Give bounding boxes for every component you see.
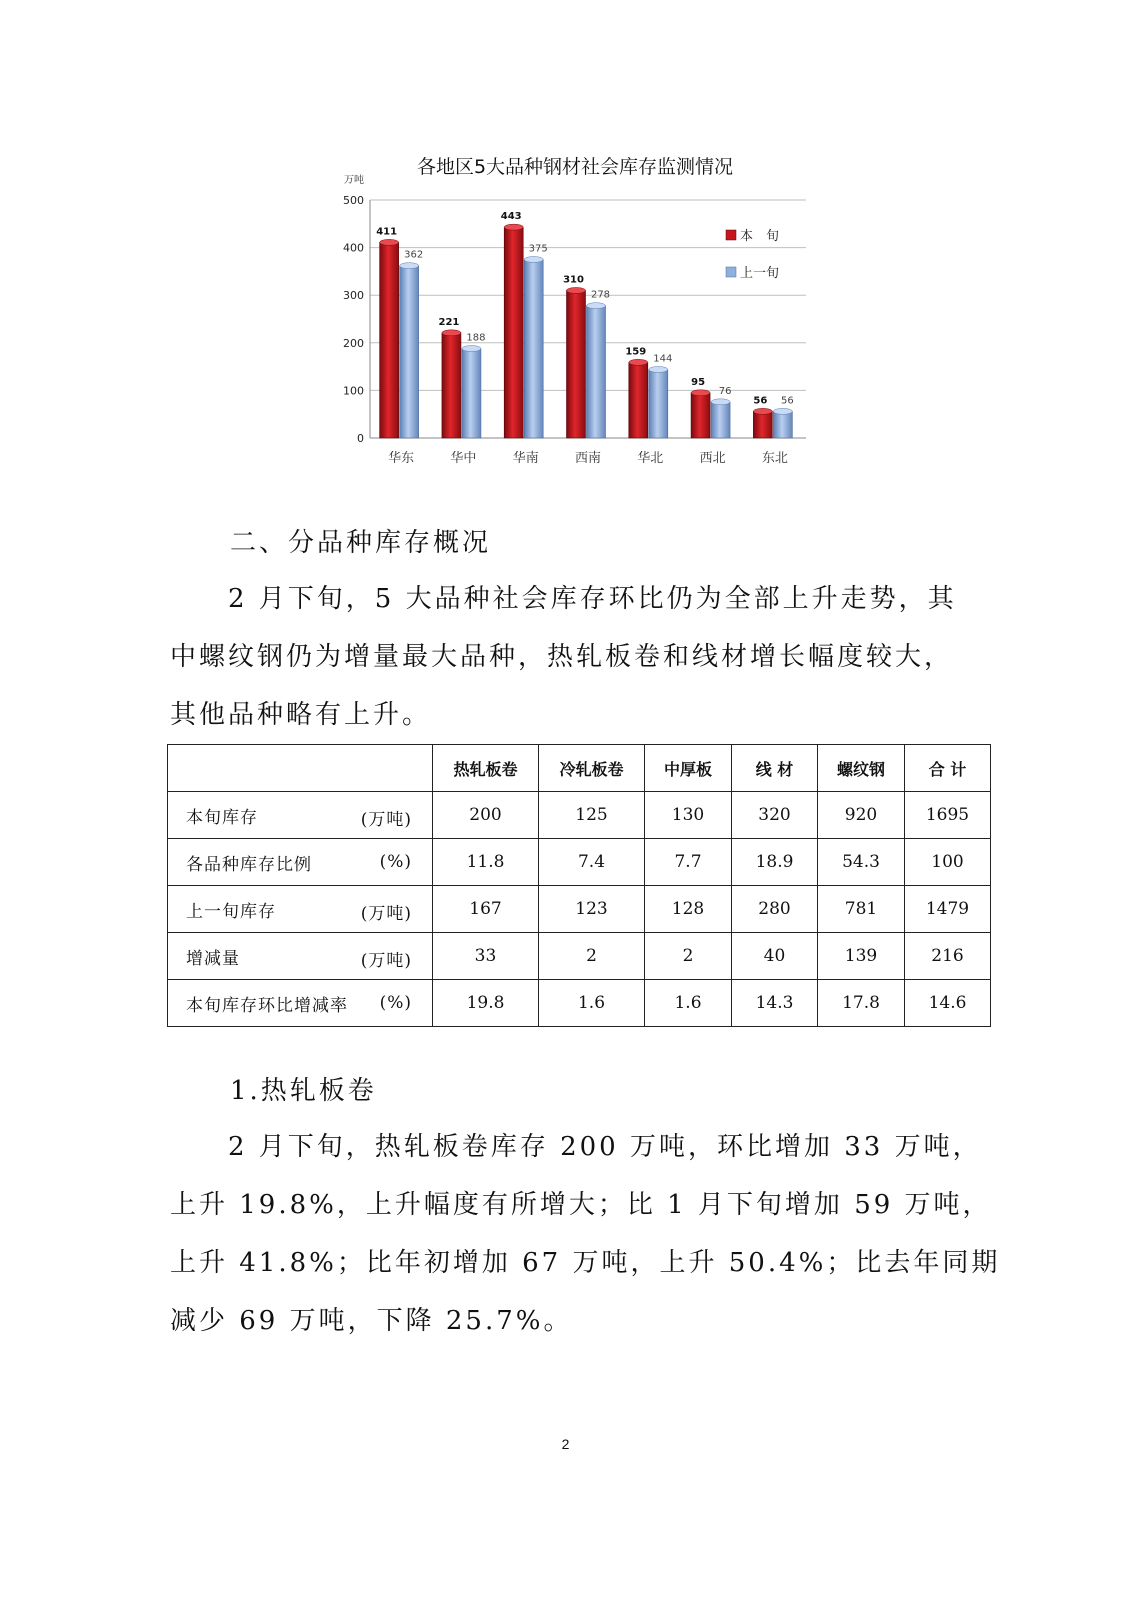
subheading: 1.热轧板卷	[230, 1076, 377, 1106]
table-cell: 125	[539, 792, 645, 839]
intro-paragraph	[170, 570, 970, 744]
row-label-cell	[168, 792, 433, 839]
row-label-cell	[168, 980, 433, 1027]
row-label: 各品种库存比例	[186, 854, 312, 875]
row-unit: (万吨)	[360, 951, 412, 971]
data-label: 221	[438, 316, 460, 328]
bar-previous-cap	[462, 346, 481, 352]
paragraph-line: 2 月下旬，热轧板卷库存 200 万吨，环比增加 33 万吨，	[228, 1132, 982, 1162]
table-cell: 18.9	[732, 839, 818, 886]
table-cell: 2	[645, 933, 732, 980]
row-label: 上一旬库存	[186, 901, 276, 922]
table-cell: 128	[645, 886, 732, 933]
legend-swatch	[726, 230, 736, 240]
table-cell: 123	[539, 886, 645, 933]
row-label-cell	[168, 933, 433, 980]
bar-current	[629, 362, 648, 438]
table-header-row	[168, 745, 991, 792]
intro-line: 中螺纹钢仍为增量最大品种，热轧板卷和线材增长幅度较大，	[170, 642, 954, 672]
table-cell: 216	[905, 933, 991, 980]
y-tick-label: 400	[343, 241, 364, 255]
y-tick-label: 0	[357, 432, 364, 445]
bar-current-cap	[753, 408, 772, 414]
table-row	[168, 792, 991, 839]
x-tick-label: 东北	[761, 451, 788, 466]
inventory-chart	[330, 148, 820, 478]
bar-current	[691, 393, 710, 438]
row-label-cell	[168, 839, 433, 886]
bar-previous	[524, 260, 543, 439]
table-cell: 320	[732, 792, 818, 839]
section-heading: 二、分品种库存概况	[230, 528, 492, 558]
inventory-table	[167, 744, 991, 1027]
table-header-cell: 热轧板卷	[433, 745, 539, 792]
x-tick-label: 华北	[637, 451, 664, 466]
bar-current	[567, 290, 586, 438]
bar-current	[753, 411, 772, 438]
paragraph-line: 减少 69 万吨，下降 25.7%。	[170, 1306, 573, 1336]
table-cell: 14.6	[905, 980, 991, 1027]
bar-current-cap	[629, 359, 648, 365]
bar-previous-cap	[587, 303, 606, 309]
table-cell: 14.3	[732, 980, 818, 1027]
bar-previous-cap	[711, 399, 730, 405]
bar-previous	[400, 266, 419, 438]
bar-previous	[773, 411, 792, 438]
x-tick-label: 华中	[450, 451, 477, 466]
table-header-cell: 合 计	[905, 745, 991, 792]
intro-line: 其他品种略有上升。	[170, 700, 432, 730]
x-tick-label: 西南	[574, 451, 602, 466]
hot-rolled-paragraph	[170, 1118, 1001, 1350]
y-axis-unit-label: 万吨	[344, 175, 364, 186]
bar-current-cap	[691, 390, 710, 396]
chart-title: 各地区5大品种钢材社会库存监测情况	[416, 156, 734, 178]
legend-swatch	[726, 267, 736, 277]
bar-current	[380, 242, 399, 438]
bar-previous	[649, 369, 668, 438]
table-cell: 130	[645, 792, 732, 839]
x-tick-label: 华南	[512, 451, 539, 466]
data-label: 188	[466, 332, 486, 344]
table-row	[168, 933, 991, 980]
row-unit: (万吨)	[360, 810, 412, 830]
table-cell: 17.8	[818, 980, 905, 1027]
data-label: 95	[691, 376, 706, 388]
table-cell: 1.6	[539, 980, 645, 1027]
data-label: 278	[590, 289, 611, 301]
bar-current-cap	[380, 239, 399, 245]
table-cell: 100	[905, 839, 991, 886]
bar-previous-cap	[649, 366, 668, 372]
data-label: 310	[563, 274, 584, 286]
table-row	[168, 980, 991, 1027]
page-number: 2	[561, 1436, 570, 1452]
data-label: 144	[653, 353, 673, 365]
bar-previous	[587, 306, 606, 438]
table-header-cell: 螺纹钢	[818, 745, 905, 792]
x-tick-label: 华东	[388, 451, 415, 466]
y-tick-label: 200	[343, 336, 364, 350]
table-cell: 40	[732, 933, 818, 980]
table-cell: 19.8	[433, 980, 539, 1027]
bar-previous	[462, 349, 481, 438]
paragraph-line: 上升 19.8%，上升幅度有所增大；比 1 月下旬增加 59 万吨，	[170, 1190, 992, 1220]
row-unit: (%)	[379, 993, 412, 1013]
data-label: 411	[376, 226, 398, 238]
row-label-cell	[168, 886, 433, 933]
data-label: 76	[718, 385, 732, 397]
intro-line: 2 月下旬，5 大品种社会库存环比仍为全部上升走势，其	[228, 584, 957, 614]
row-label: 增减量	[186, 948, 240, 969]
table-cell: 920	[818, 792, 905, 839]
table-cell: 781	[818, 886, 905, 933]
table-cell: 54.3	[818, 839, 905, 886]
bar-current	[442, 333, 461, 438]
table-cell: 7.7	[645, 839, 732, 886]
table-cell: 33	[433, 933, 539, 980]
bar-current-cap	[442, 330, 461, 336]
table-row	[168, 839, 991, 886]
table-cell: 2	[539, 933, 645, 980]
row-label: 本旬库存环比增减率	[186, 995, 348, 1016]
bar-current	[504, 227, 523, 438]
data-label: 375	[528, 243, 548, 255]
row-unit: (万吨)	[360, 904, 412, 924]
row-label: 本旬库存	[186, 807, 258, 828]
table-cell: 139	[818, 933, 905, 980]
table-header-cell	[168, 745, 433, 792]
table-cell: 200	[433, 792, 539, 839]
data-label: 362	[404, 249, 424, 261]
chart-svg	[330, 148, 820, 478]
table-cell: 280	[732, 886, 818, 933]
legend-label: 上一旬	[740, 266, 780, 281]
data-label: 56	[780, 395, 794, 407]
table-cell: 1.6	[645, 980, 732, 1027]
bar-current-cap	[567, 287, 586, 293]
table-cell: 11.8	[433, 839, 539, 886]
y-tick-label: 100	[343, 384, 364, 398]
table-row	[168, 886, 991, 933]
table-cell: 1695	[905, 792, 991, 839]
data-label: 159	[625, 346, 647, 358]
data-label: 56	[753, 395, 768, 407]
table-cell: 167	[433, 886, 539, 933]
bar-current-cap	[504, 224, 523, 230]
bar-previous-cap	[524, 257, 543, 263]
bar-previous-cap	[773, 408, 792, 414]
legend-label: 本 旬	[740, 229, 780, 244]
x-tick-label: 西北	[699, 451, 726, 466]
table-header-cell: 冷轧板卷	[539, 745, 645, 792]
table-header-cell: 中厚板	[645, 745, 732, 792]
paragraph-line: 上升 41.8%；比年初增加 67 万吨，上升 50.4%；比去年同期	[170, 1248, 1001, 1278]
table-cell: 7.4	[539, 839, 645, 886]
bar-previous	[711, 402, 730, 438]
y-tick-label: 300	[343, 289, 364, 303]
data-label: 443	[500, 211, 522, 223]
table-cell: 1479	[905, 886, 991, 933]
y-tick-label: 500	[343, 194, 364, 207]
bar-previous-cap	[400, 263, 419, 269]
row-unit: (%)	[379, 852, 412, 872]
table-header-cell: 线 材	[732, 745, 818, 792]
